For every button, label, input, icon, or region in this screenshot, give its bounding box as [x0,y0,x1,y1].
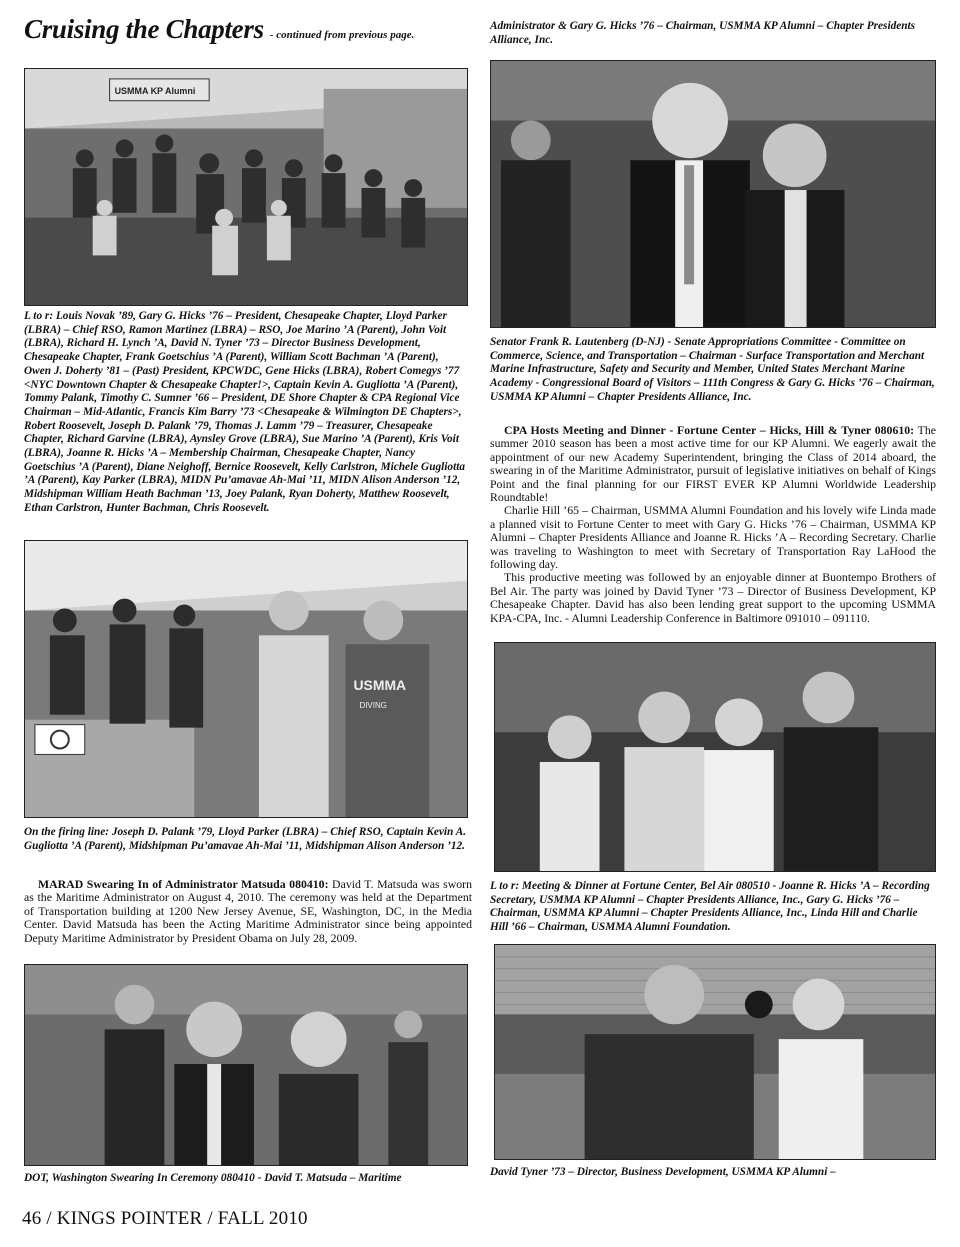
cpa-paragraph-2: Charlie Hill ’65 – Chairman, USMMA Alumni Foundation and his lovely wife Linda made a planned visit to Fortune Center to meet with Gary G. Hicks ’76 – Chairman, USMMA KP Alumni – Chapter Presidents Alliance and Joanne R. Hicks ’A – Recording Secretary. Charlie was traveling to Washington to meet with Secretary of Transportation Ray LaHood the following day. [490,503,936,572]
marad-heading: MARAD Swearing In of Administrator Matsuda 080410: [38,877,329,891]
caption-continued-top: Administrator & Gary G. Hicks ’76 – Chairman, USMMA KP Alumni – Chapter Presidents Alliance, Inc. [490,20,916,46]
cpa-paragraph-1: The summer 2010 season has been a most active time for our KP Alumni. We eagerly await the appointment of our new Academy Superintendent, bringing the Class of 2014 aboard, the swearing in of the Maritime Administrator, pursuit of legislative initiatives on behalf of Kings Point and the final planning for our FIRST EVER KP Alumni Worldwide Leadership Roundtable! [490,423,936,505]
photo-group-tent [24,68,468,306]
cpa-heading: CPA Hosts Meeting and Dinner - Fortune Center – Hicks, Hill & Tyner 080610: [504,423,915,437]
photo-dot-swearing-in [24,964,468,1166]
photo-david-tyner [494,944,936,1160]
caption-group-photo: L to r: Louis Novak ’89, Gary G. Hicks ’76 – President, Chesapeake Chapter, Lloyd Parker (LBRA) – Chief RSO, Ramon Martinez (LBRA) – RSO, Joe Marino ’A (Parent), John Voit (LBRA), Richard H. Lynch ’A, David N. Tyner ’73 – Director Business Development, Chesapeake Chapter, Frank Goetschius ’A (Parent), William Scott Bachman ’A (Parent), Owen J. Doherty ’81 – (Past) President, KPCWDC, Gene Hicks (LBRA), Robert Comegys ’77 <NYC Downtown Chapter & Chesapeake Chapter!>, Captain Kevin A. Gugliotta ’A (Parent), Tommy Palank, Timothy C. Sumner ’66 – President, DE Shore Chapter & CPA Regional Vice Chairman – Mid-Atlantic, Francis Kim Barry ’73 <Chesapeake & Wilmington DE Chapters>, Robert Roosevelt, Joseph D. Palank ’79, Thomas J. Lamm ’79 – Treasurer, Chesapeake Chapter, Richard Garvine (LBRA), Aynsley Grove (LBRA), Sue Marino ’A (Parent), Kris Voit (LBRA), Joanne R. Hicks ’A – Membership Chairman, Chesapeake Chapter, Nancy Goetschius ’A (Parent), Diane Neighoff, Bernice Roosevelt, Kelly Carlstron, Michele Gugliotta ’A (Parent), Kay Parker (LBRA), MIDN Pu’amavae Ah-Mai ’11, MIDN Alison Anderson ’12, Midshipman William Heath Bachman ’13, Joey Palank, Ryan Doherty, Matthew Roosevelt, Ethan Carlstron, Hunter Bachman, Chris Roosevelt. [24,310,465,514]
caption-tyner: David Tyner ’73 – Director, Business Development, USMMA KP Alumni – [490,1166,836,1178]
page-title: Cruising the Chapters [24,14,264,44]
tent-banner-text: USMMA KP Alumni [114,85,196,96]
article-marad [24,878,472,945]
photo-firing-line [24,540,468,818]
page-header [24,14,474,45]
cpa-paragraph-3: This productive meeting was followed by an enjoyable dinner at Buontempo Brothers of Bel Air. The party was joined by David Tyner ’73 – Director of Business Development, KP Chesapeake Chapter. David has also been lending great support to the upcoming USMMA KPA-CPA, Inc. - Alumni Leadership Conference in Baltimore 091010 – 091110. [490,570,936,625]
shirt-text: USMMA [353,676,407,693]
photo-meeting-fortune-center [494,642,936,872]
caption-firing-line: On the firing line: Joseph D. Palank ’79, Lloyd Parker (LBRA) – Chief RSO, Captain Kevin A. Gugliotta ’A (Parent), Midshipman Pu’amavae Ah-Mai ’11, Midshipman Alison Anderson ’12. [24,826,467,852]
page-footer: 46 / KINGS POINTER / FALL 2010 [22,1208,308,1229]
caption-meeting: L to r: Meeting & Dinner at Fortune Center, Bel Air 080510 - Joanne R. Hicks ’A – Recording Secretary, USMMA KP Alumni – Chapter Presidents Alliance, Inc., Gary G. Hicks ’76 – Chairman, USMMA KP Alumni – Chapter Presidents Alliance, Inc., Linda Hill and Charlie Hill ’66 – Chairman, USMMA Alumni Foundation. [490,880,930,934]
shirt-subtext: DIVING [359,700,387,710]
article-cpa [490,424,936,625]
marad-text: David T. Matsuda was sworn as the Maritime Administrator on August 4, 2010. The ceremony was held at the Department of Transportation building at 1200 New Jersey Avenue, SE, Washington, DC, in the Media Center. David Matsuda has been the Acting Maritime Administrator since being appointed Deputy Maritime Administrator by President Obama on July 28, 2009. [24,877,472,945]
caption-dot-swearing-in: DOT, Washington Swearing In Ceremony 080410 - David T. Matsuda – Maritime [24,1172,402,1184]
caption-senator: Senator Frank R. Lautenberg (D-NJ) - Senate Appropriations Committee - Committee on Commerce, Science, and Transportation – Chairman - Surface Transportation and Merchant Marine Infrastructure, Safety and Security and Member, United States Merchant Marine Academy - Congressional Board of Visitors – 111th Congress & Gary G. Hicks ’76 – Chairman, USMMA KP Alumni – Chapter Presidents Alliance, Inc. [490,336,935,403]
page-subtitle: - continued from previous page. [269,29,415,41]
photo-senator-lautenberg [490,60,936,328]
